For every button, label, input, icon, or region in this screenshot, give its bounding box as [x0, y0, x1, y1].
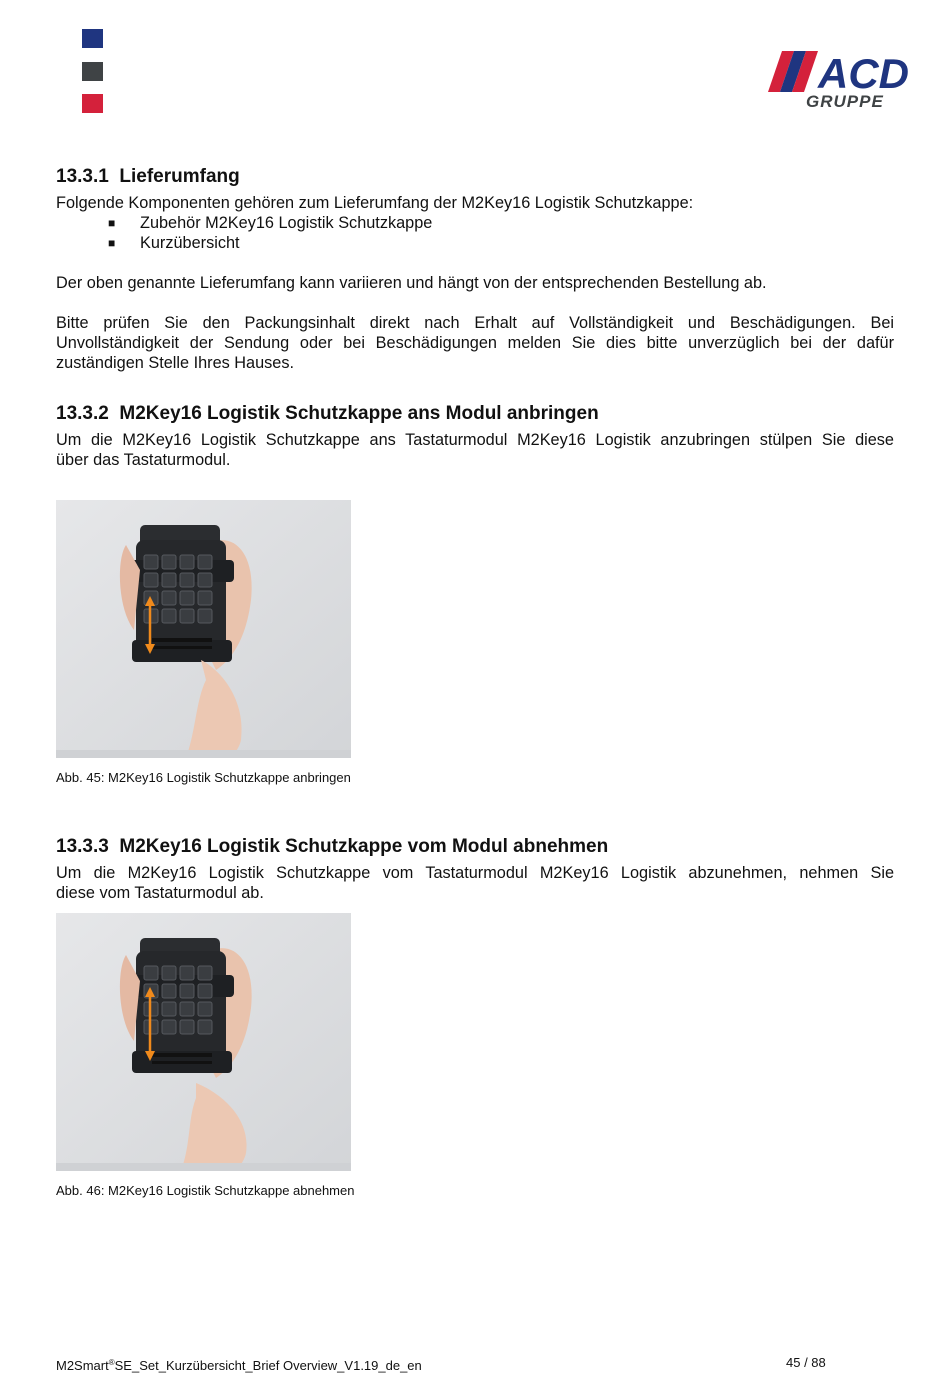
paragraph-anbringen: Um die M2Key16 Logistik Schutzkappe ans Tastaturmodul M2Key16 Logistik anzubringen stülpen Sie diese über das Tastaturmodul.: [56, 431, 894, 469]
section-heading-lieferumfang: 13.3.1 Lieferumfang: [56, 166, 240, 187]
section-heading-abnehmen: 13.3.3 M2Key16 Logistik Schutzkappe vom Modul abnehmen: [56, 836, 609, 857]
brand-square-red: [82, 94, 103, 113]
section-heading-anbringen: 13.3.2 M2Key16 Logistik Schutzkappe ans Modul anbringen: [56, 403, 599, 424]
brand-square-blue: [82, 29, 103, 48]
intro-text: Folgende Komponenten gehören zum Lieferumfang der M2Key16 Logistik Schutzkappe:: [56, 194, 694, 212]
figure-caption-45: Abb. 45: M2Key16 Logistik Schutzkappe anbringen: [56, 770, 351, 785]
paragraph-variation: Der oben genannte Lieferumfang kann variieren und hängt von der entsprechenden Bestellung ab.: [56, 274, 767, 292]
paragraph-abnehmen: Um die M2Key16 Logistik Schutzkappe vom Tastaturmodul M2Key16 Logistik abzunehmen, nehmen Sie diese vom Tastaturmodul ab.: [56, 864, 894, 902]
footer-document-name: M2Smart®SE_Set_Kurzübersicht_Brief Overview_V1.19_de_en: [56, 1358, 422, 1373]
paragraph-check-contents: Bitte prüfen Sie den Packungsinhalt direkt nach Erhalt auf Vollständigkeit und Beschädigungen. Bei Unvollständigkeit der Sendung oder bei Beschädigungen melden Sie dies bitte unverzüglich bei der dafür zuständigen Stelle Ihres Hauses.: [56, 314, 894, 372]
acd-gruppe-logo: [766, 46, 918, 112]
svg-text:ACD: ACD: [818, 50, 909, 97]
photo-protective-cap-remove: [56, 913, 351, 1171]
figure-caption-46: Abb. 46: M2Key16 Logistik Schutzkappe abnehmen: [56, 1183, 355, 1198]
photo-protective-cap-attach: [56, 500, 351, 758]
brand-square-gray: [82, 62, 103, 81]
footer-page-number: 45 / 88: [786, 1355, 826, 1370]
svg-text:GRUPPE: GRUPPE: [806, 92, 884, 111]
